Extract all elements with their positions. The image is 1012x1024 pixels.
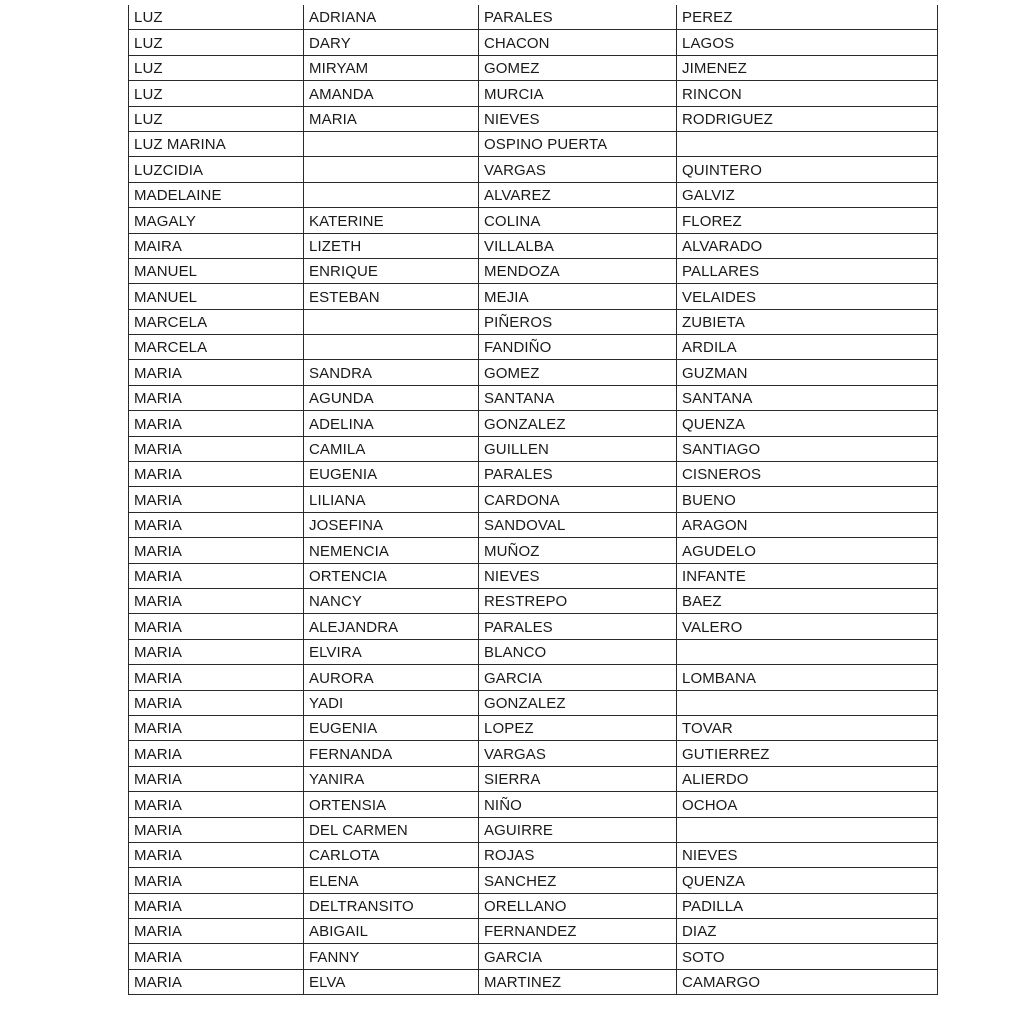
table-row bbox=[129, 868, 938, 893]
first-name-cell: LUZ bbox=[129, 30, 304, 55]
first-name-cell: MARIA bbox=[129, 538, 304, 563]
first-surname-cell: NIÑO bbox=[479, 792, 677, 817]
second-name-cell: ABIGAIL bbox=[304, 919, 479, 944]
second-surname-cell: BAEZ bbox=[677, 588, 938, 613]
names-table-body bbox=[129, 5, 938, 995]
second-surname-cell: QUINTERO bbox=[677, 157, 938, 182]
second-name-cell: EUGENIA bbox=[304, 462, 479, 487]
first-name-cell: MARIA bbox=[129, 563, 304, 588]
first-name-cell: MARIA bbox=[129, 487, 304, 512]
table-row bbox=[129, 335, 938, 360]
second-surname-cell: CAMARGO bbox=[677, 969, 938, 994]
table-row bbox=[129, 538, 938, 563]
second-surname-cell: NIEVES bbox=[677, 842, 938, 867]
table-row bbox=[129, 55, 938, 80]
first-name-cell: MARIA bbox=[129, 411, 304, 436]
first-surname-cell: SANDOVAL bbox=[479, 512, 677, 537]
second-surname-cell: LOMBANA bbox=[677, 665, 938, 690]
first-name-cell: MARIA bbox=[129, 588, 304, 613]
first-surname-cell: OSPINO PUERTA bbox=[479, 131, 677, 156]
second-name-cell: DARY bbox=[304, 30, 479, 55]
first-surname-cell: SANTANA bbox=[479, 385, 677, 410]
first-surname-cell: NIEVES bbox=[479, 563, 677, 588]
second-surname-cell bbox=[677, 817, 938, 842]
first-surname-cell: FERNANDEZ bbox=[479, 919, 677, 944]
second-surname-cell: OCHOA bbox=[677, 792, 938, 817]
first-name-cell: MARIA bbox=[129, 715, 304, 740]
second-name-cell: ADRIANA bbox=[304, 5, 479, 30]
first-name-cell: MARCELA bbox=[129, 309, 304, 334]
table-row bbox=[129, 944, 938, 969]
second-name-cell: CARLOTA bbox=[304, 842, 479, 867]
second-name-cell: MARIA bbox=[304, 106, 479, 131]
table-row bbox=[129, 182, 938, 207]
second-name-cell: ELENA bbox=[304, 868, 479, 893]
first-surname-cell: FANDIÑO bbox=[479, 335, 677, 360]
table-row bbox=[129, 690, 938, 715]
first-surname-cell: GUILLEN bbox=[479, 436, 677, 461]
first-surname-cell: CARDONA bbox=[479, 487, 677, 512]
first-name-cell: MAGALY bbox=[129, 208, 304, 233]
table-row bbox=[129, 360, 938, 385]
second-surname-cell: DIAZ bbox=[677, 919, 938, 944]
second-surname-cell: QUENZA bbox=[677, 868, 938, 893]
second-name-cell bbox=[304, 335, 479, 360]
table-row bbox=[129, 462, 938, 487]
first-name-cell: MARIA bbox=[129, 690, 304, 715]
second-surname-cell: SANTIAGO bbox=[677, 436, 938, 461]
first-name-cell: MARIA bbox=[129, 385, 304, 410]
table-row bbox=[129, 157, 938, 182]
second-surname-cell: GUTIERREZ bbox=[677, 741, 938, 766]
second-surname-cell: ZUBIETA bbox=[677, 309, 938, 334]
first-name-cell: MARIA bbox=[129, 614, 304, 639]
first-name-cell: MARIA bbox=[129, 842, 304, 867]
table-row bbox=[129, 614, 938, 639]
first-surname-cell: GONZALEZ bbox=[479, 411, 677, 436]
second-name-cell: AURORA bbox=[304, 665, 479, 690]
second-name-cell: FERNANDA bbox=[304, 741, 479, 766]
second-name-cell bbox=[304, 309, 479, 334]
first-surname-cell: LOPEZ bbox=[479, 715, 677, 740]
names-table bbox=[128, 5, 938, 995]
second-name-cell: ESTEBAN bbox=[304, 284, 479, 309]
first-name-cell: MARIA bbox=[129, 893, 304, 918]
first-surname-cell: COLINA bbox=[479, 208, 677, 233]
second-name-cell: LIZETH bbox=[304, 233, 479, 258]
table-row bbox=[129, 766, 938, 791]
first-surname-cell: PARALES bbox=[479, 5, 677, 30]
first-surname-cell: MURCIA bbox=[479, 81, 677, 106]
first-surname-cell: BLANCO bbox=[479, 639, 677, 664]
second-surname-cell: INFANTE bbox=[677, 563, 938, 588]
table-row bbox=[129, 81, 938, 106]
second-name-cell: JOSEFINA bbox=[304, 512, 479, 537]
first-name-cell: LUZ bbox=[129, 106, 304, 131]
first-name-cell: MANUEL bbox=[129, 284, 304, 309]
first-name-cell: MADELAINE bbox=[129, 182, 304, 207]
first-name-cell: MARIA bbox=[129, 868, 304, 893]
first-surname-cell: RESTREPO bbox=[479, 588, 677, 613]
first-name-cell: MARIA bbox=[129, 817, 304, 842]
second-surname-cell: CISNEROS bbox=[677, 462, 938, 487]
second-surname-cell: SOTO bbox=[677, 944, 938, 969]
first-name-cell: MAIRA bbox=[129, 233, 304, 258]
second-name-cell: AGUNDA bbox=[304, 385, 479, 410]
first-name-cell: LUZ MARINA bbox=[129, 131, 304, 156]
second-name-cell: NEMENCIA bbox=[304, 538, 479, 563]
second-surname-cell: VELAIDES bbox=[677, 284, 938, 309]
first-surname-cell: VILLALBA bbox=[479, 233, 677, 258]
second-name-cell: ENRIQUE bbox=[304, 258, 479, 283]
second-surname-cell: LAGOS bbox=[677, 30, 938, 55]
table-row bbox=[129, 5, 938, 30]
first-name-cell: MARCELA bbox=[129, 335, 304, 360]
first-name-cell: MARIA bbox=[129, 944, 304, 969]
second-surname-cell: BUENO bbox=[677, 487, 938, 512]
second-name-cell: ADELINA bbox=[304, 411, 479, 436]
second-name-cell: ELVA bbox=[304, 969, 479, 994]
second-name-cell: EUGENIA bbox=[304, 715, 479, 740]
first-surname-cell: GONZALEZ bbox=[479, 690, 677, 715]
second-surname-cell: VALERO bbox=[677, 614, 938, 639]
table-row bbox=[129, 106, 938, 131]
second-name-cell bbox=[304, 157, 479, 182]
table-row bbox=[129, 30, 938, 55]
second-name-cell: KATERINE bbox=[304, 208, 479, 233]
first-surname-cell: GOMEZ bbox=[479, 360, 677, 385]
table-row bbox=[129, 208, 938, 233]
first-name-cell: LUZCIDIA bbox=[129, 157, 304, 182]
second-surname-cell: SANTANA bbox=[677, 385, 938, 410]
second-surname-cell: ALIERDO bbox=[677, 766, 938, 791]
second-surname-cell: PALLARES bbox=[677, 258, 938, 283]
first-name-cell: LUZ bbox=[129, 81, 304, 106]
table-row bbox=[129, 893, 938, 918]
first-surname-cell: GARCIA bbox=[479, 944, 677, 969]
second-name-cell: NANCY bbox=[304, 588, 479, 613]
first-surname-cell: VARGAS bbox=[479, 157, 677, 182]
second-surname-cell: ARAGON bbox=[677, 512, 938, 537]
first-surname-cell: SANCHEZ bbox=[479, 868, 677, 893]
second-surname-cell: PADILLA bbox=[677, 893, 938, 918]
second-surname-cell: QUENZA bbox=[677, 411, 938, 436]
second-name-cell: AMANDA bbox=[304, 81, 479, 106]
second-name-cell bbox=[304, 131, 479, 156]
table-row bbox=[129, 284, 938, 309]
first-name-cell: MARIA bbox=[129, 919, 304, 944]
first-name-cell: MANUEL bbox=[129, 258, 304, 283]
first-surname-cell: VARGAS bbox=[479, 741, 677, 766]
table-row bbox=[129, 741, 938, 766]
first-surname-cell: ALVAREZ bbox=[479, 182, 677, 207]
second-name-cell bbox=[304, 182, 479, 207]
first-name-cell: MARIA bbox=[129, 969, 304, 994]
table-row bbox=[129, 512, 938, 537]
first-surname-cell: MUÑOZ bbox=[479, 538, 677, 563]
first-surname-cell: PARALES bbox=[479, 462, 677, 487]
second-surname-cell bbox=[677, 131, 938, 156]
first-surname-cell: ROJAS bbox=[479, 842, 677, 867]
table-row bbox=[129, 842, 938, 867]
first-surname-cell: NIEVES bbox=[479, 106, 677, 131]
second-name-cell: ORTENSIA bbox=[304, 792, 479, 817]
first-surname-cell: SIERRA bbox=[479, 766, 677, 791]
table-row bbox=[129, 969, 938, 994]
second-surname-cell: JIMENEZ bbox=[677, 55, 938, 80]
second-surname-cell: RODRIGUEZ bbox=[677, 106, 938, 131]
table-row bbox=[129, 919, 938, 944]
second-name-cell: ALEJANDRA bbox=[304, 614, 479, 639]
first-surname-cell: MENDOZA bbox=[479, 258, 677, 283]
second-name-cell: SANDRA bbox=[304, 360, 479, 385]
first-surname-cell: ORELLANO bbox=[479, 893, 677, 918]
first-surname-cell: PARALES bbox=[479, 614, 677, 639]
first-name-cell: MARIA bbox=[129, 436, 304, 461]
second-surname-cell: GALVIZ bbox=[677, 182, 938, 207]
second-surname-cell bbox=[677, 690, 938, 715]
first-surname-cell: MARTINEZ bbox=[479, 969, 677, 994]
second-name-cell: YADI bbox=[304, 690, 479, 715]
first-name-cell: MARIA bbox=[129, 512, 304, 537]
table-row bbox=[129, 436, 938, 461]
second-name-cell: LILIANA bbox=[304, 487, 479, 512]
second-surname-cell: FLOREZ bbox=[677, 208, 938, 233]
table-row bbox=[129, 817, 938, 842]
table-row bbox=[129, 258, 938, 283]
first-name-cell: MARIA bbox=[129, 792, 304, 817]
table-row bbox=[129, 309, 938, 334]
first-name-cell: MARIA bbox=[129, 741, 304, 766]
second-surname-cell: TOVAR bbox=[677, 715, 938, 740]
first-name-cell: MARIA bbox=[129, 665, 304, 690]
table-row bbox=[129, 385, 938, 410]
first-name-cell: MARIA bbox=[129, 462, 304, 487]
second-name-cell: FANNY bbox=[304, 944, 479, 969]
first-surname-cell: GARCIA bbox=[479, 665, 677, 690]
second-name-cell: YANIRA bbox=[304, 766, 479, 791]
first-surname-cell: CHACON bbox=[479, 30, 677, 55]
table-row bbox=[129, 233, 938, 258]
second-name-cell: DELTRANSITO bbox=[304, 893, 479, 918]
second-surname-cell bbox=[677, 639, 938, 664]
second-name-cell: ORTENCIA bbox=[304, 563, 479, 588]
first-surname-cell: MEJIA bbox=[479, 284, 677, 309]
second-surname-cell: PEREZ bbox=[677, 5, 938, 30]
second-name-cell: DEL CARMEN bbox=[304, 817, 479, 842]
second-name-cell: CAMILA bbox=[304, 436, 479, 461]
table-row bbox=[129, 563, 938, 588]
first-name-cell: MARIA bbox=[129, 360, 304, 385]
table-row bbox=[129, 131, 938, 156]
second-name-cell: ELVIRA bbox=[304, 639, 479, 664]
second-surname-cell: GUZMAN bbox=[677, 360, 938, 385]
second-surname-cell: ALVARADO bbox=[677, 233, 938, 258]
first-surname-cell: AGUIRRE bbox=[479, 817, 677, 842]
table-row bbox=[129, 639, 938, 664]
table-row bbox=[129, 588, 938, 613]
table-row bbox=[129, 487, 938, 512]
first-name-cell: MARIA bbox=[129, 766, 304, 791]
first-surname-cell: GOMEZ bbox=[479, 55, 677, 80]
table-row bbox=[129, 715, 938, 740]
first-name-cell: LUZ bbox=[129, 5, 304, 30]
first-surname-cell: PIÑEROS bbox=[479, 309, 677, 334]
table-row bbox=[129, 665, 938, 690]
first-name-cell: MARIA bbox=[129, 639, 304, 664]
second-surname-cell: RINCON bbox=[677, 81, 938, 106]
second-name-cell: MIRYAM bbox=[304, 55, 479, 80]
table-row bbox=[129, 792, 938, 817]
first-name-cell: LUZ bbox=[129, 55, 304, 80]
second-surname-cell: ARDILA bbox=[677, 335, 938, 360]
second-surname-cell: AGUDELO bbox=[677, 538, 938, 563]
table-row bbox=[129, 411, 938, 436]
